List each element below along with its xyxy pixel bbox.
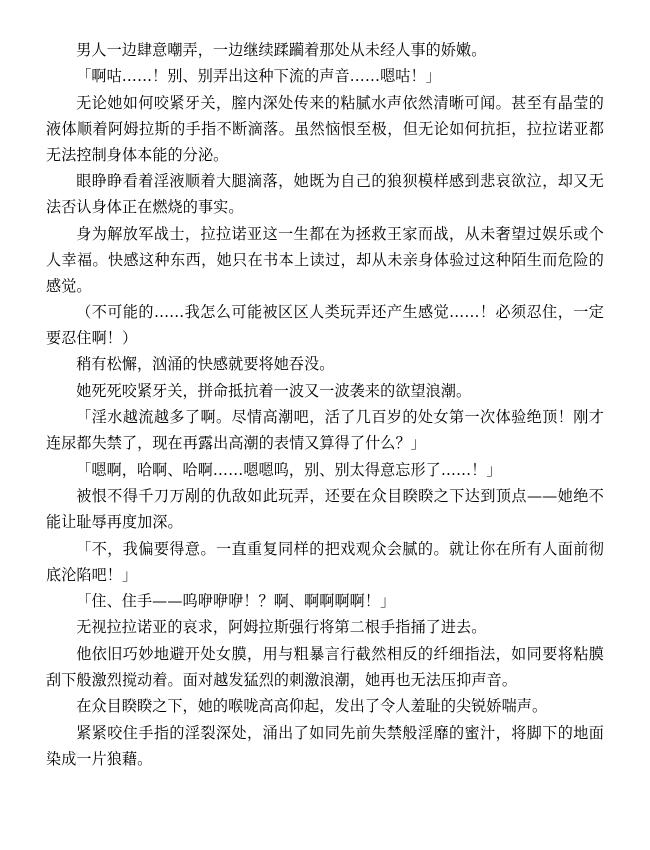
paragraph: 他依旧巧妙地避开处女膜，用与粗暴言行截然相反的纤细指法，如同要将粘膜刮下般激烈搅动着。面对越发猛烈的刺激浪潮，她再也无法压抑声音。 — [46, 644, 604, 689]
paragraph: 眼睁睁看着淫液顺着大腿滴落，她既为自己的狼狈模样感到悲哀欲泣，却又无法否认身体正在燃烧的事实。 — [46, 172, 604, 217]
paragraph: 在众目睽睽之下，她的喉咙高高仰起，发出了令人羞耻的尖锐娇喘声。 — [76, 697, 548, 716]
paragraph: （不可能的……我怎么可能被区区人类玩弄还产生感觉……！必须忍住，一定要忍住啊！） — [46, 303, 604, 347]
paragraph: 「啊咕……！别、别弄出这种下流的声音……嗯咕！」 — [76, 67, 441, 86]
paragraph: 身为解放军战士，拉拉诺亚这一生都在为拯救王家而战，从未奢望过娱乐或个人幸福。快感这种东西，她只在书本上读过，却从未亲身体验过这种陌生而危险的感觉。 — [46, 224, 604, 295]
paragraph: 「嗯啊，哈啊、哈啊……嗯嗯呜，别、别太得意忘形了……！」 — [76, 460, 502, 479]
document-body — [46, 38, 604, 773]
paragraph: 她死死咬紧牙关，拼命抵抗着一波又一波袭来的欲望浪潮。 — [76, 381, 472, 400]
paragraph: 被恨不得千刀万剐的仇敌如此玩弄，还要在众目睽睽之下达到顶点——她绝不能让耻辱再度加深。 — [46, 487, 604, 532]
paragraph: 无视拉拉诺亚的哀求，阿姆拉斯强行将第二根手指捅了进去。 — [76, 618, 487, 637]
paragraph: 男人一边肆意嘲弄，一边继续蹂躏着那处从未经人事的娇嫩。 — [76, 41, 487, 59]
paragraph: 「淫水越流越多了啊。尽情高潮吧，活了几百岁的处女第一次体验绝顶！刚才连尿都失禁了，现在再露出高潮的表情又算得了什么？」 — [46, 408, 604, 453]
paragraph: 无论她如何咬紧牙关，膣内深处传来的粘腻水声依然清晰可闻。甚至有晶莹的液体顺着阿姆拉斯的手指不断滴落。虽然恼恨至极，但无论如何抗拒，拉拉诺亚都无法控制身体本能的分泌。 — [46, 93, 604, 164]
paragraph: 「不，我偏要得意。一直重复同样的把戏观众会腻的。就让你在所有人面前彻底沦陷吧！」 — [46, 539, 604, 584]
paragraph: 「住、住手——呜咿咿咿！？啊、啊啊啊啊！」 — [76, 592, 396, 611]
paragraph: 紧紧咬住手指的淫裂深处，涌出了如同先前失禁般淫靡的蜜汁，将脚下的地面染成一片狼藉。 — [46, 723, 604, 768]
paragraph: 稍有松懈，汹涌的快感就要将她吞没。 — [76, 355, 335, 374]
